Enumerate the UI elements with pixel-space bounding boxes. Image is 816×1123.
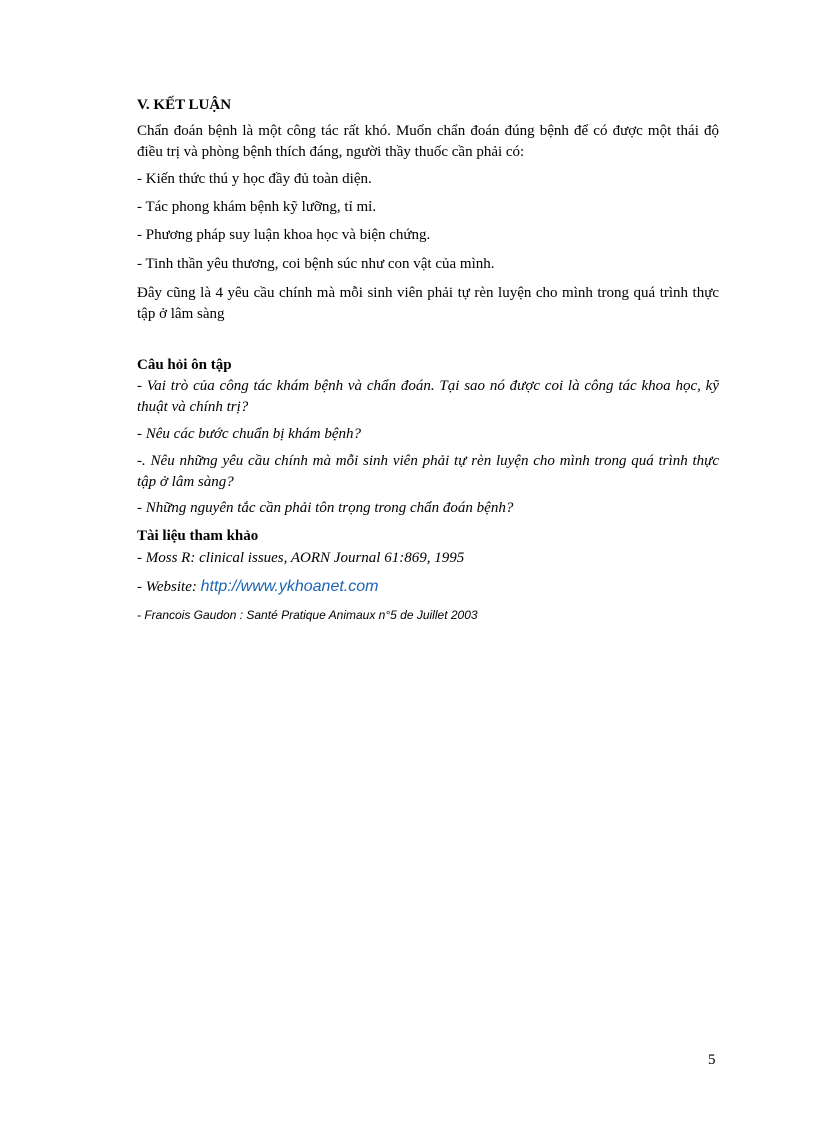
review-question: -. Nêu những yêu cầu chính mà mỗi sinh viên phải tự rèn luyện cho mình trong quá trình thực tập ở lâm sàng? bbox=[137, 453, 719, 490]
conclusion-item: - Phương pháp suy luận khoa học và biện chứng. bbox=[137, 227, 431, 243]
reference-item: - Francois Gaudon : Santé Pratique Animaux n°5 de Juillet 2003 bbox=[137, 608, 478, 622]
reference-website-label: - Website: bbox=[137, 579, 201, 595]
review-question: - Những nguyên tắc cần phải tôn trọng trong chẩn đoán bệnh? bbox=[137, 500, 514, 516]
section-heading-conclusion: V. KẾT LUẬN bbox=[137, 97, 232, 113]
conclusion-closing-paragraph: Đây cũng là 4 yêu cầu chính mà mỗi sinh viên phải tự rèn luyện cho mình trong quá trình thực tập ở lâm sàng bbox=[137, 285, 719, 322]
section-heading-review: Câu hỏi ôn tập bbox=[137, 357, 232, 373]
conclusion-item: - Tác phong khám bệnh kỹ lưỡng, tỉ mỉ. bbox=[137, 199, 377, 215]
conclusion-intro-paragraph bbox=[137, 121, 719, 163]
reference-item-website bbox=[137, 578, 378, 596]
review-question: - Nêu các bước chuẩn bị khám bệnh? bbox=[137, 426, 362, 442]
page-number: 5 bbox=[708, 1052, 716, 1068]
reference-item: - Moss R: clinical issues, AORN Journal 61:869, 1995 bbox=[137, 550, 465, 566]
conclusion-item: - Kiến thức thú y học đầy đủ toàn diện. bbox=[137, 171, 372, 187]
section-heading-references: Tài liệu tham khảo bbox=[137, 528, 259, 544]
review-question: - Vai trò của công tác khám bệnh và chẩn đoán. Tại sao nó được coi là công tác khoa học, kỹ thuật và chính trị? bbox=[137, 378, 719, 415]
conclusion-item: - Tinh thần yêu thương, coi bệnh súc như con vật của mình. bbox=[137, 256, 495, 272]
website-link[interactable]: http://www.ykhoanet.com bbox=[200, 578, 379, 595]
conclusion-intro-text: Chẩn đoán bệnh là một công tác rất khó. Muốn chẩn đoán đúng bệnh để có được một thái độ điều trị và phòng bệnh thích đáng, người thầy thuốc cần phải có: bbox=[137, 123, 719, 160]
